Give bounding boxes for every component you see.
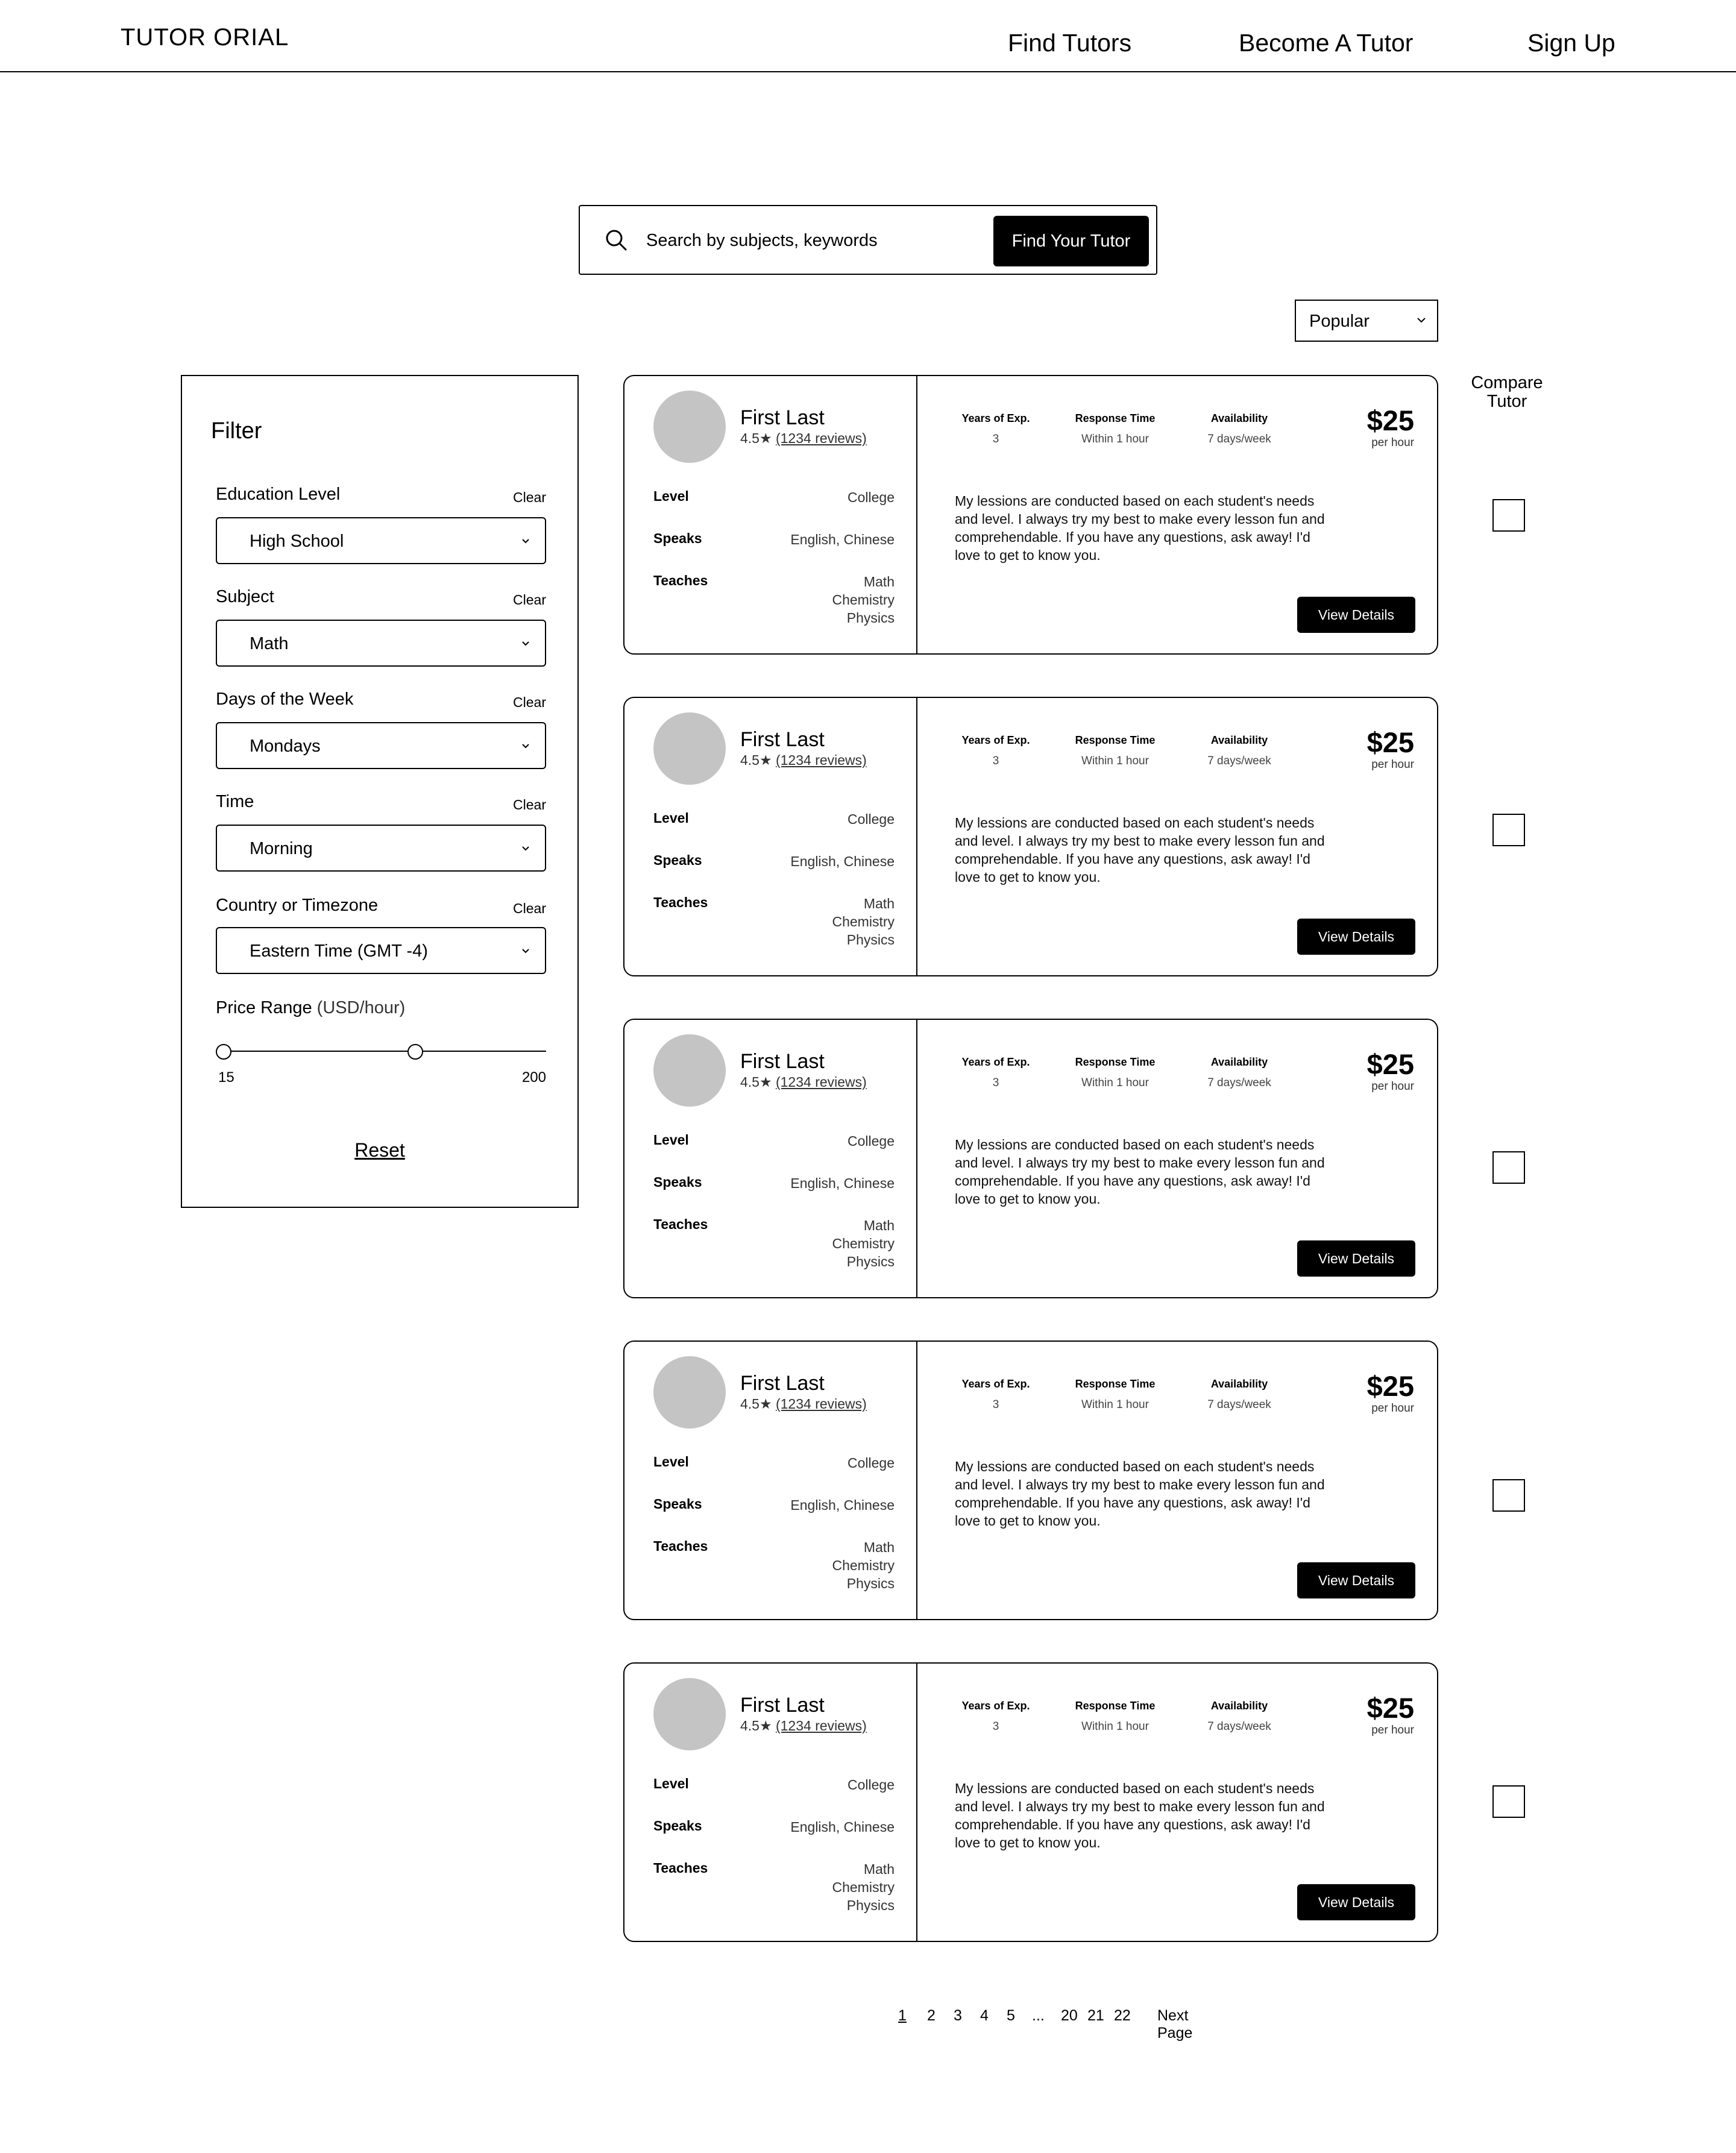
education-level-label: Education Level [216, 485, 341, 504]
availability-label: Availability [1210, 1378, 1268, 1390]
tutor-card-profile [624, 1664, 917, 1941]
rating-value: 4.5★ [740, 430, 772, 446]
subject-select[interactable] [216, 620, 546, 667]
slider-track [223, 1051, 546, 1052]
tutor-card [623, 375, 1438, 655]
reviews-link[interactable]: (1234 reviews) [775, 1074, 867, 1090]
availability-label: Availability [1210, 1700, 1268, 1712]
education-level-value: High School [250, 532, 344, 551]
availability-label: Availability [1210, 412, 1268, 424]
subject-item: Physics [846, 610, 895, 626]
reviews-link[interactable]: (1234 reviews) [775, 1718, 867, 1733]
tutor-bio: My lessions are conducted based on each student's needs and level. I always try my best to make every lesson fun and comprehendable. If you have any questions, ask away! I'd love to get to know you. [955, 1459, 1325, 1529]
level-value: College [848, 1133, 895, 1149]
view-details-button[interactable]: View Details [1297, 1562, 1415, 1598]
compare-tutor-heading: Compare Tutor [1471, 373, 1543, 411]
subject-item: Physics [846, 1897, 895, 1913]
slider-handle-max[interactable] [407, 1044, 423, 1060]
level-value: College [848, 1455, 895, 1471]
next-page-link[interactable]: Next Page [1157, 2007, 1193, 2041]
view-details-button[interactable]: View Details [1297, 1240, 1415, 1277]
rating-value: 4.5★ [740, 1718, 772, 1733]
price-unit: per hour [1371, 1724, 1414, 1737]
subject-item: Math [863, 1218, 895, 1233]
avatar [653, 391, 726, 463]
response-time-label: Response Time [1075, 1700, 1156, 1712]
teaches-label: Teaches [653, 1216, 708, 1232]
avatar [653, 1034, 726, 1107]
compare-checkbox[interactable] [1492, 1151, 1525, 1184]
chevron-down-icon [521, 946, 530, 956]
page-ellipsis: ... [1032, 2007, 1045, 2024]
price-range-title: Price Range [216, 998, 312, 1017]
teaches-label: Teaches [653, 1538, 708, 1554]
subject-item: Chemistry [832, 1879, 895, 1895]
avatar [653, 712, 726, 785]
tutor-bio: My lessions are conducted based on each student's needs and level. I always try my best to make every lesson fun and comprehendable. If you have any questions, ask away! I'd love to get to know you. [955, 815, 1325, 885]
response-time-label: Response Time [1075, 1056, 1156, 1068]
years-exp-value: 3 [992, 433, 999, 445]
availability-value: 7 days/week [1207, 755, 1271, 767]
subject-clear[interactable]: Clear [513, 592, 546, 608]
tutor-bio: My lessions are conducted based on each student's needs and level. I always try my best to make every lesson fun and comprehendable. If you have any questions, ask away! I'd love to get to know you. [955, 1781, 1325, 1850]
response-time-value: Within 1 hour [1081, 755, 1149, 767]
country-timezone-clear[interactable]: Clear [513, 900, 546, 916]
compare-checkbox[interactable] [1492, 814, 1525, 846]
teaches-value [832, 1216, 895, 1271]
compare-checkbox[interactable] [1492, 499, 1525, 532]
level-value: College [848, 811, 895, 827]
subject-label: Subject [216, 587, 274, 606]
page-link-2[interactable]: 2 [927, 2007, 936, 2024]
teaches-label: Teaches [653, 573, 708, 588]
tutor-rating [740, 1396, 867, 1412]
years-exp-value: 3 [992, 755, 999, 767]
chevron-down-icon [521, 741, 530, 751]
price-value: $25 [1366, 1692, 1414, 1724]
response-time-label: Response Time [1075, 734, 1156, 746]
tutor-card-profile [624, 1342, 917, 1619]
nav-sign-up[interactable]: Sign Up [1527, 29, 1615, 57]
years-exp-label: Years of Exp. [961, 1378, 1030, 1390]
availability-label: Availability [1210, 734, 1268, 746]
page-link-5[interactable]: 5 [1007, 2007, 1015, 2024]
years-exp-label: Years of Exp. [961, 412, 1030, 424]
view-details-button[interactable]: View Details [1297, 919, 1415, 955]
price-max-label: 200 [521, 1069, 546, 1086]
nav-become-a-tutor[interactable]: Become A Tutor [1239, 29, 1414, 57]
days-of-week-value: Mondays [250, 737, 321, 756]
price-value: $25 [1366, 1048, 1414, 1080]
level-value: College [848, 489, 895, 505]
subject-item: Physics [846, 932, 895, 948]
subject-item: Math [863, 896, 895, 911]
reset-filters-link[interactable]: Reset [354, 1139, 405, 1161]
tutor-bio: My lessions are conducted based on each student's needs and level. I always try my best to make every lesson fun and comprehendable. If you have any questions, ask away! I'd love to get to know you. [955, 1137, 1325, 1207]
availability-value: 7 days/week [1207, 1720, 1271, 1733]
filter-title: Filter [211, 418, 262, 444]
years-exp-label: Years of Exp. [961, 1700, 1030, 1712]
sort-selected-value: Popular [1309, 312, 1370, 331]
speaks-label: Speaks [653, 530, 702, 546]
tutor-card [623, 1341, 1438, 1620]
teaches-value [832, 894, 895, 949]
years-exp-value: 3 [992, 1398, 999, 1411]
speaks-label: Speaks [653, 1174, 702, 1190]
subject-item: Chemistry [832, 1236, 895, 1251]
speaks-label: Speaks [653, 1818, 702, 1834]
slider-handle-min[interactable] [216, 1044, 231, 1060]
subject-item: Math [863, 574, 895, 589]
level-value: College [848, 1777, 895, 1793]
teaches-value [832, 573, 895, 627]
price-value: $25 [1366, 404, 1414, 436]
teaches-value [832, 1860, 895, 1914]
response-time-label: Response Time [1075, 1378, 1156, 1390]
tutor-rating [740, 430, 867, 447]
tutor-rating [740, 752, 867, 768]
price-unit: per hour [1371, 758, 1414, 771]
nav-find-tutors[interactable]: Find Tutors [1008, 29, 1132, 57]
page-link-3[interactable]: 3 [954, 2007, 962, 2024]
tutor-card-profile [624, 376, 917, 653]
speaks-value: English, Chinese [790, 1497, 895, 1513]
level-label: Level [653, 810, 689, 826]
view-details-button[interactable]: View Details [1297, 597, 1415, 633]
subject-item: Chemistry [832, 592, 895, 608]
price-min-label: 15 [218, 1069, 234, 1086]
days-of-week-select[interactable] [216, 722, 546, 769]
tutor-card-profile [624, 1020, 917, 1297]
tutor-rating [740, 1718, 867, 1734]
top-nav-bar [0, 0, 1736, 72]
subject-item: Math [863, 1539, 895, 1555]
country-timezone-value: Eastern Time (GMT -4) [250, 941, 428, 961]
level-label: Level [653, 1776, 689, 1791]
search-input[interactable] [646, 224, 960, 257]
tutor-card [623, 1019, 1438, 1298]
subject-item: Physics [846, 1576, 895, 1591]
page-link-20[interactable]: 20 [1061, 2007, 1078, 2024]
years-exp-label: Years of Exp. [961, 734, 1030, 746]
sort-dropdown[interactable] [1295, 300, 1438, 342]
page-link-22[interactable]: 22 [1114, 2007, 1131, 2024]
years-exp-value: 3 [992, 1076, 999, 1089]
education-level-clear[interactable]: Clear [513, 489, 546, 505]
tutor-card [623, 1662, 1438, 1942]
tutor-name[interactable]: First Last [740, 1050, 825, 1073]
search-bar [579, 205, 1157, 275]
response-time-value: Within 1 hour [1081, 1398, 1149, 1411]
price-unit: per hour [1371, 1402, 1414, 1415]
years-exp-value: 3 [992, 1720, 999, 1733]
country-timezone-select[interactable] [216, 927, 546, 974]
time-value: Morning [250, 839, 313, 858]
subject-item: Math [863, 1861, 895, 1877]
speaks-value: English, Chinese [790, 532, 895, 547]
chevron-down-icon [521, 639, 530, 649]
reviews-link[interactable]: (1234 reviews) [775, 752, 867, 768]
response-time-label: Response Time [1075, 412, 1156, 424]
availability-value: 7 days/week [1207, 1076, 1271, 1089]
find-your-tutor-button[interactable]: Find Your Tutor [993, 216, 1149, 266]
level-label: Level [653, 1132, 689, 1148]
search-icon [604, 228, 628, 252]
price-range-slider[interactable] [216, 1039, 546, 1063]
price-value: $25 [1366, 726, 1414, 758]
teaches-label: Teaches [653, 894, 708, 910]
reviews-link[interactable]: (1234 reviews) [775, 430, 867, 446]
time-label: Time [216, 792, 254, 811]
teaches-value [832, 1538, 895, 1592]
response-time-value: Within 1 hour [1081, 1720, 1149, 1733]
tutor-name[interactable]: First Last [740, 1372, 825, 1395]
subject-item: Chemistry [832, 914, 895, 929]
level-label: Level [653, 488, 689, 504]
site-logo[interactable]: TUTOR ORIAL [121, 24, 289, 51]
tutor-rating [740, 1074, 867, 1090]
price-value: $25 [1366, 1370, 1414, 1402]
chevron-down-icon [521, 844, 530, 853]
rating-value: 4.5★ [740, 1074, 772, 1090]
rating-value: 4.5★ [740, 1396, 772, 1412]
price-unit: per hour [1371, 436, 1414, 449]
subject-item: Chemistry [832, 1557, 895, 1573]
response-time-value: Within 1 hour [1081, 1076, 1149, 1089]
page-link-1[interactable]: 1 [898, 2007, 907, 2024]
speaks-value: English, Chinese [790, 1175, 895, 1191]
tutor-name[interactable]: First Last [740, 1694, 825, 1717]
page-link-4[interactable]: 4 [980, 2007, 989, 2024]
chevron-down-icon [1415, 314, 1427, 326]
page-link-21[interactable]: 21 [1087, 2007, 1104, 2024]
speaks-label: Speaks [653, 1496, 702, 1512]
speaks-value: English, Chinese [790, 1819, 895, 1835]
rating-value: 4.5★ [740, 752, 772, 768]
filter-panel [181, 375, 579, 1208]
speaks-value: English, Chinese [790, 853, 895, 869]
view-details-button[interactable]: View Details [1297, 1884, 1415, 1920]
time-select[interactable] [216, 825, 546, 872]
availability-label: Availability [1210, 1056, 1268, 1068]
subject-value: Math [250, 634, 289, 653]
tutor-name[interactable]: First Last [740, 406, 825, 429]
days-of-week-label: Days of the Week [216, 690, 354, 709]
time-clear[interactable]: Clear [513, 797, 546, 812]
availability-value: 7 days/week [1207, 1398, 1271, 1411]
teaches-label: Teaches [653, 1860, 708, 1876]
compare-checkbox[interactable] [1492, 1785, 1525, 1818]
avatar [653, 1356, 726, 1429]
reviews-link[interactable]: (1234 reviews) [775, 1396, 867, 1412]
price-range-label [216, 998, 405, 1018]
days-of-week-clear[interactable]: Clear [513, 694, 546, 710]
years-exp-label: Years of Exp. [961, 1056, 1030, 1068]
price-unit: per hour [1371, 1080, 1414, 1093]
tutor-card [623, 697, 1438, 976]
education-level-select[interactable] [216, 517, 546, 564]
avatar [653, 1678, 726, 1750]
chevron-down-icon [521, 536, 530, 546]
tutor-bio: My lessions are conducted based on each student's needs and level. I always try my best to make every lesson fun and comprehendable. If you have any questions, ask away! I'd love to get to know you. [955, 493, 1325, 563]
availability-value: 7 days/week [1207, 433, 1271, 445]
response-time-value: Within 1 hour [1081, 433, 1149, 445]
tutor-card-profile [624, 698, 917, 975]
subject-item: Physics [846, 1254, 895, 1269]
speaks-label: Speaks [653, 852, 702, 868]
price-range-unit: (USD/hour) [316, 998, 406, 1017]
level-label: Level [653, 1454, 689, 1469]
country-timezone-label: Country or Timezone [216, 896, 379, 915]
compare-checkbox[interactable] [1492, 1479, 1525, 1512]
tutor-name[interactable]: First Last [740, 728, 825, 751]
